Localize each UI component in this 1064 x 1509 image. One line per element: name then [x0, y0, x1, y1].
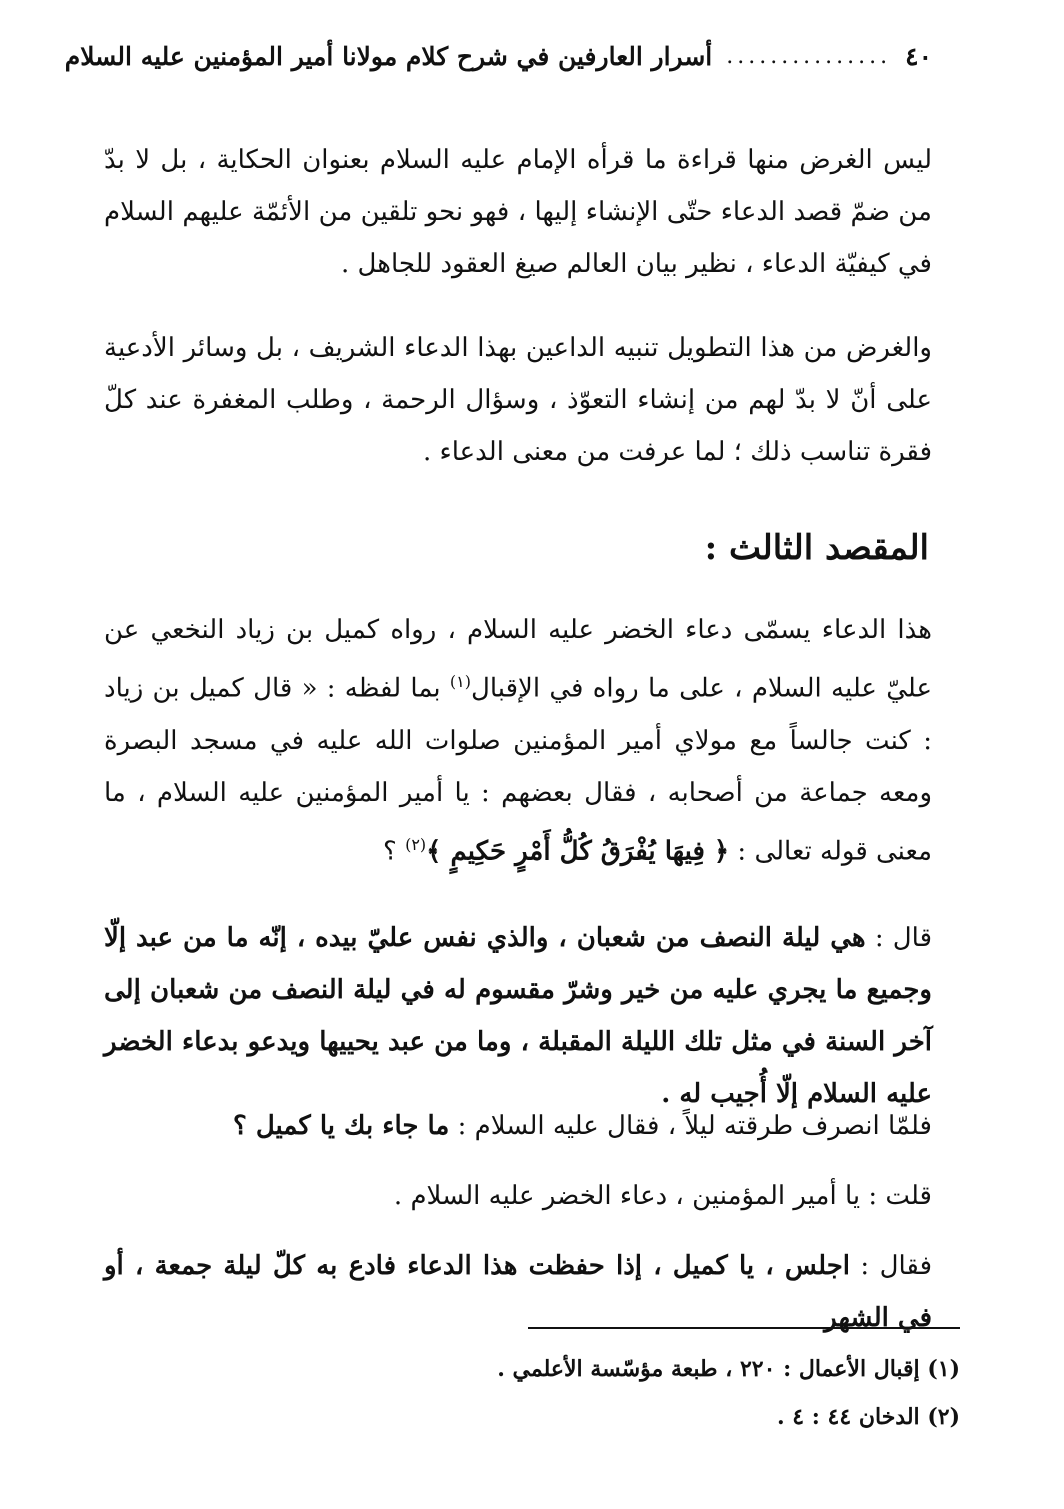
paragraph-3-text-c: ؟ [382, 836, 406, 867]
paragraph-7-lead: فقال : [850, 1251, 932, 1281]
paragraph-4-lead: قال : [865, 923, 933, 953]
quran-verse: ﴿ فِيهَا يُفْرَقُ كُلُّ أَمْرٍ حَكِيمٍ ﴾ [426, 836, 730, 867]
paragraph-4-quote: هي ليلة النصف من شعبان ، والذي نفس عليّ بيده ، إنّه ما من عبد إلّا وجميع ما يجري عليه من خير وشرّ مقسوم له في ليلة النصف من شعبان إلى آخر السنة في مثل تلك الليلة المقبلة ، وما من عبد يحييها ويدعو بدعاء الخضر عليه السلام إلّا أُجيب له . [104, 923, 932, 1109]
paragraph-5-quote: ما جاء بك يا كميل ؟ [232, 1111, 450, 1141]
paragraph-5-lead: فلمّا انصرف طرقته ليلاً ، فقال عليه السلام : [449, 1111, 932, 1141]
header-title: أسرار العارفين في شرح كلام مولانا أمير المؤمنين عليه السلام [64, 42, 713, 71]
paragraph-6: قلت : يا أمير المؤمنين ، دعاء الخضر عليه السلام . [393, 1181, 932, 1211]
paragraph-7-quote: اجلس ، يا كميل ، إذا حفظت هذا الدعاء فادع به كلّ ليلة جمعة ، أو في الشهر [104, 1251, 932, 1333]
paragraph-5 [104, 1100, 932, 1152]
header-leader-dots: ............... [726, 44, 892, 69]
running-header [64, 42, 932, 71]
paragraph-3-text-b: بما لفظه : « قال كميل بن زياد : كنت جالساً مع مولاي أمير المؤمنين صلوات الله عليه في مسجد البصرة ومعه جماعة من أصحابه ، فقال بعضهم : يا أمير المؤمنين عليه السلام ، ما معنى قوله تعالى : [104, 673, 932, 867]
page-number: ٤٠ [905, 42, 932, 71]
footnote-ref-2: (٢) [405, 834, 427, 854]
paragraph-1: ليس الغرض منها قراءة ما قرأه الإمام عليه السلام بعنوان الحكاية ، بل لا بدّ من ضمّ قصد الدعاء حتّى الإنشاء إليها ، فهو نحو تلقين من الأئمّة عليهم السلام في كيفيّة الدعاء ، نظير بيان العالم صيغ العقود للجاهل . [104, 145, 932, 279]
paragraph-3-text-a: هذا الدعاء يسمّى دعاء الخضر عليه السلام ، رواه كميل بن زياد النخعي عن عليّ عليه السلام ، على ما رواه في الإقبال [104, 615, 933, 704]
paragraph-3 [104, 604, 932, 877]
section-heading: المقصد الثالث : [704, 528, 929, 568]
footnote-ref-1: (١) [449, 672, 471, 691]
paragraph-4 [104, 912, 932, 1120]
footnote-2: (٢) الدخان ٤٤ : ٤ . [776, 1404, 960, 1430]
footnote-1: (١) إقبال الأعمال : ٢٢٠ ، طبعة مؤسّسة الأعلمي . [497, 1356, 960, 1382]
paragraph-2: والغرض من هذا التطويل تنبيه الداعين بهذا الدعاء الشريف ، بل وسائر الأدعية على أنّ لا بدّ لهم من إنشاء التعوّذ ، وسؤال الرحمة ، وطلب المغفرة عند كلّ فقرة تناسب ذلك ؛ لما عرفت من معنى الدعاء . [104, 333, 932, 467]
footnote-separator [528, 1327, 960, 1329]
